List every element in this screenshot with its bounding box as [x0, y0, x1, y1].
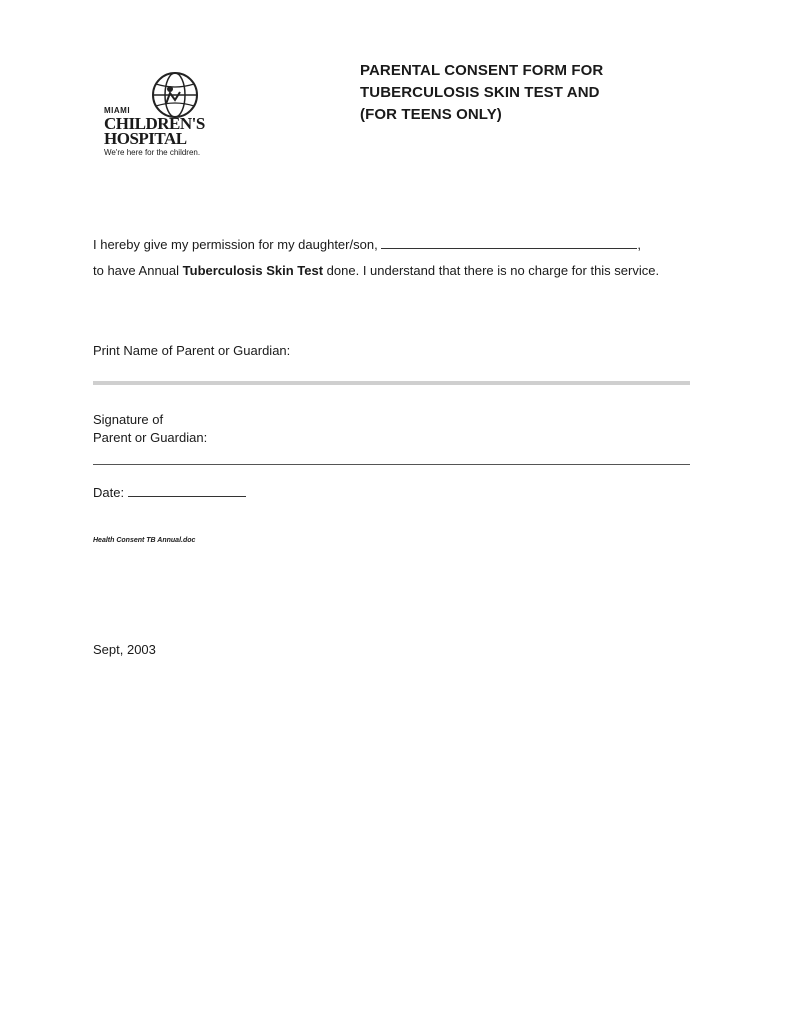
- logo-miami: MIAMI: [104, 106, 131, 115]
- child-name-blank[interactable]: [381, 234, 637, 249]
- consent-text-1: I hereby give my permission for my daughter/son,: [93, 237, 378, 252]
- print-name-line[interactable]: [93, 381, 690, 385]
- print-name-label: Print Name of Parent or Guardian:: [93, 343, 291, 358]
- consent-paragraph: [93, 232, 693, 284]
- date-blank[interactable]: [128, 482, 246, 497]
- hospital-logo: [104, 70, 254, 170]
- signature-label-line-2: Parent or Guardian:: [93, 430, 208, 445]
- logo-hospital: HOSPITAL: [104, 129, 187, 148]
- consent-text-3: done. I understand that there is no charge for this service.: [326, 263, 660, 278]
- signature-label-line-1: Signature of: [93, 412, 164, 427]
- footer-date: Sept, 2003: [93, 642, 156, 657]
- form-title: [360, 60, 720, 126]
- consent-comma: ,: [637, 237, 641, 252]
- file-reference: Health Consent TB Annual.doc: [93, 537, 196, 544]
- date-field: [93, 480, 246, 506]
- logo-tagline: We're here for the children.: [104, 148, 201, 157]
- signature-label: [93, 411, 207, 447]
- date-label: Date:: [93, 485, 125, 500]
- logo-childrens: CHILDREN'S: [104, 114, 205, 133]
- title-line-3: (FOR TEENS ONLY): [360, 106, 502, 123]
- consent-text-2: to have Annual: [93, 263, 180, 278]
- consent-test-name: Tuberculosis Skin Test: [182, 263, 324, 278]
- title-line-1: PARENTAL CONSENT FORM FOR: [360, 62, 604, 79]
- signature-line[interactable]: [93, 464, 690, 465]
- title-line-2: TUBERCULOSIS SKIN TEST AND: [360, 84, 600, 101]
